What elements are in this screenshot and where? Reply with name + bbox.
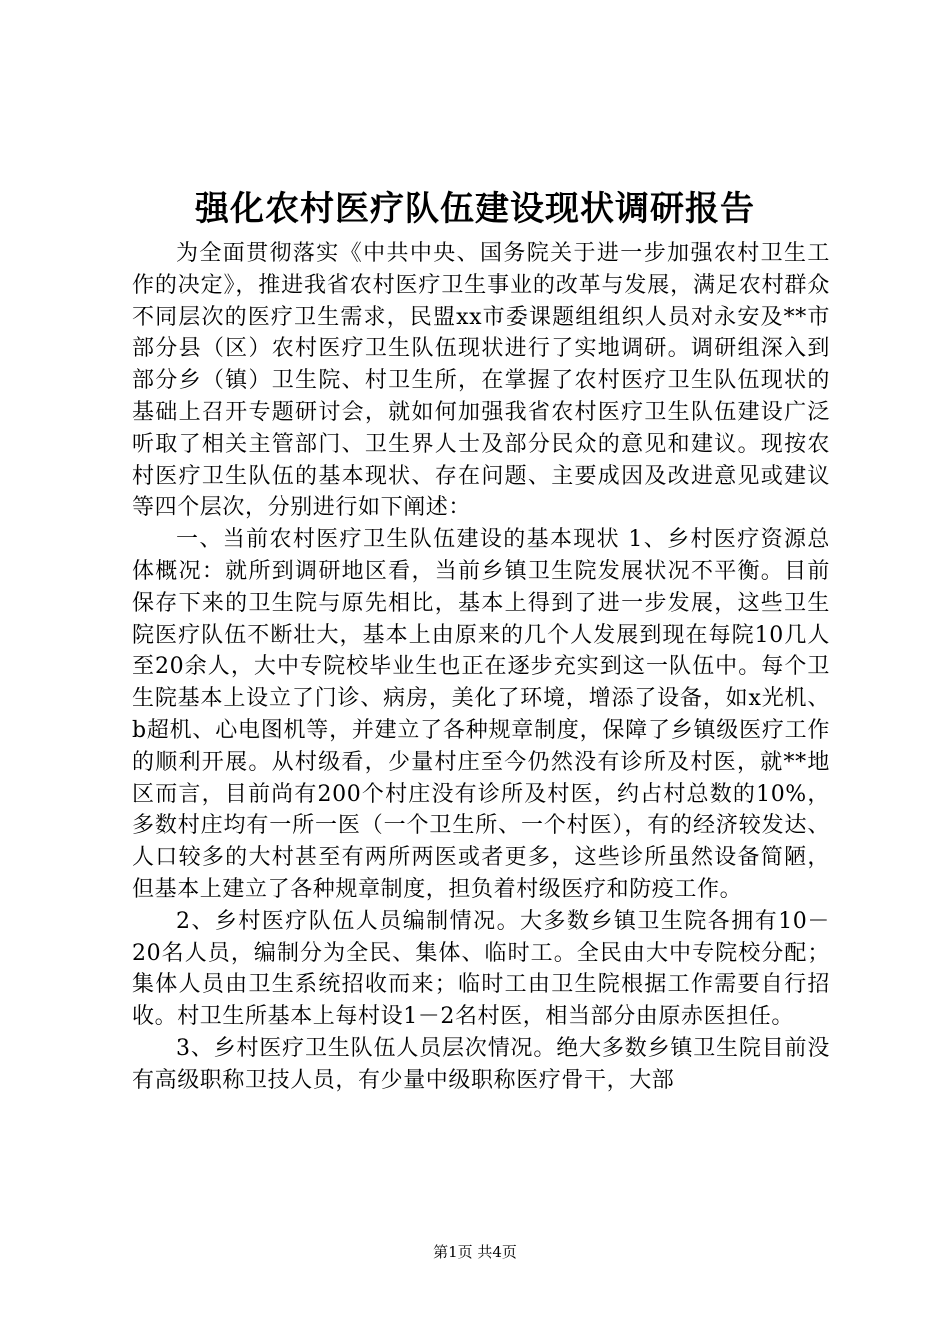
paragraph-section-2: 2、乡村医疗队伍人员编制情况。大多数乡镇卫生院各拥有10－20名人员，编制分为全民、集体、临时工。全民由大中专院校分配；集体人员由卫生系统招收而来；临时工由卫生院根据工作需要自行招收。村卫生所基本上每村设1－2名村医，相当部分由原赤医担任。 <box>132 908 830 1030</box>
paragraph-intro: 为全面贯彻落实《中共中央、国务院关于进一步加强农村卫生工作的决定》，推进我省农村医疗卫生事业的改革与发展，满足农村群众不同层次的医疗卫生需求，民盟xx市委课题组组织人员对永安及**市部分县（区）农村医疗卫生队伍现状进行了实地调研。调研组深入到部分乡（镇）卫生院、村卫生所，在掌握了农村医疗卫生队伍现状的基础上召开专题研讨会，就如何加强我省农村医疗卫生队伍建设广泛听取了相关主管部门、卫生界人士及部分民众的意见和建议。现按农村医疗卫生队伍的基本现状、存在问题、主要成因及改进意见或建议等四个层次，分别进行如下阐述： <box>132 241 830 521</box>
document-body <box>132 238 830 1097</box>
document-title: 强化农村医疗队伍建设现状调研报告 <box>195 189 755 229</box>
page-number-footer: 第1页 共4页 <box>433 1243 517 1261</box>
paragraph-section-3: 3、乡村医疗卫生队伍人员层次情况。绝大多数乡镇卫生院目前没有高级职称卫技人员，有少量中级职称医疗骨干，大部 <box>132 1035 830 1093</box>
paragraph-section-1: 一、当前农村医疗卫生队伍建设的基本现状 1、乡村医疗资源总体概况：就所到调研地区看，当前乡镇卫生院发展状况不平衡。目前保存下来的卫生院与原先相比，基本上得到了进一步发展，这些卫生院医疗队伍不断壮大，基本上由原来的几个人发展到现在每院10几人至20余人，大中专院校毕业生也正在逐步充实到这一队伍中。每个卫生院基本上设立了门诊、病房，美化了环境，增添了设备，如x光机、b超机、心电图机等，并建立了各种规章制度，保障了乡镇级医疗工作的顺利开展。从村级看，少量村庄至今仍然没有诊所及村医，就**地区而言，目前尚有200个村庄没有诊所及村医，约占村总数的10%，多数村庄均有一所一医（一个卫生所、一个村医），有的经济较发达、人口较多的大村甚至有两所两医或者更多，这些诊所虽然设备简陋，但基本上建立了各种规章制度，担负着村级医疗和防疫工作。 <box>132 527 830 902</box>
